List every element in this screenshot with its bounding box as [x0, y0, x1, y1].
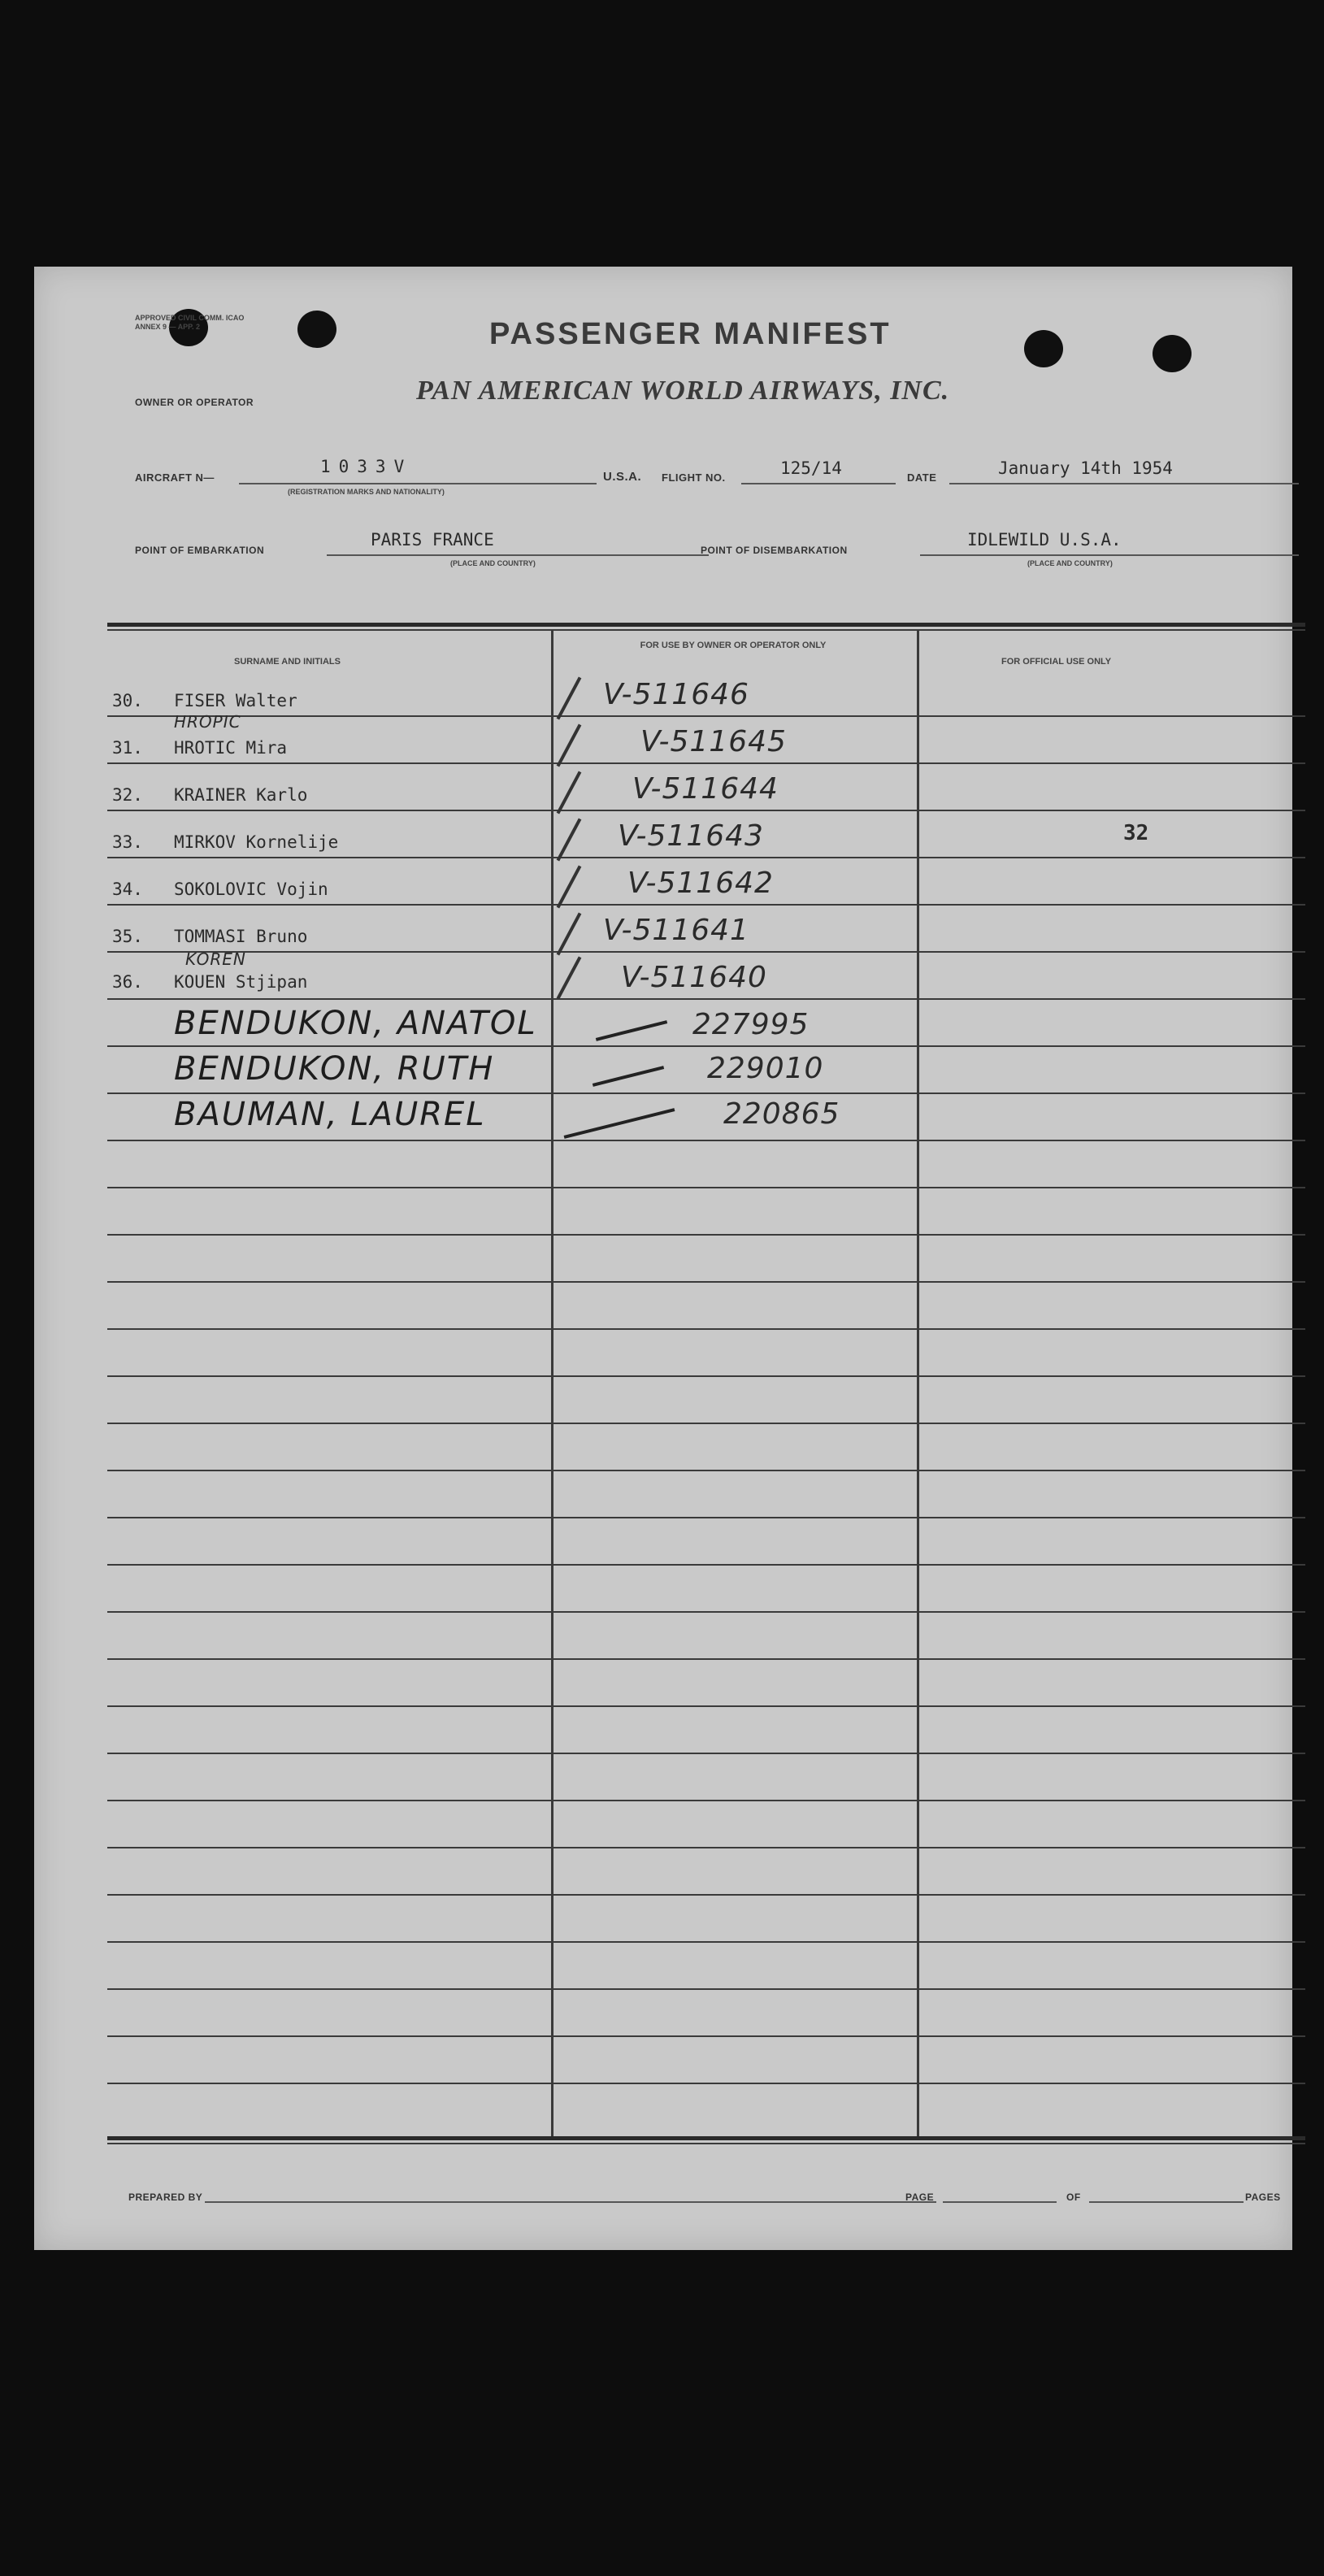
table-rule-line — [107, 1375, 1305, 1377]
table-row-note: V-511643 — [618, 819, 764, 853]
table-row-note: V-511641 — [603, 914, 749, 947]
date-label: DATE — [907, 471, 937, 484]
table-rule-line — [107, 951, 1305, 953]
prepared-by-label: PREPARED BY — [128, 2192, 203, 2203]
table-row-name: MIRKOV Kornelije — [174, 832, 339, 852]
country-label: U.S.A. — [603, 470, 642, 484]
embark-label: POINT OF EMBARKATION — [135, 545, 265, 556]
table-rule-line — [107, 762, 1305, 764]
table-row-note: V-511642 — [627, 867, 774, 900]
table-rule-line — [107, 810, 1305, 811]
embark-value: PARIS FRANCE — [371, 530, 494, 550]
approval-note: APPROVED CIVIL COMM. ICAO ANNEX 9 — APP. 2 — [135, 314, 245, 331]
table-row-name: KRAINER Karlo — [174, 785, 308, 805]
handwritten-note: 220865 — [723, 1097, 840, 1131]
punch-hole — [1153, 335, 1192, 372]
column-header-owner-use: FOR USE BY OWNER OR OPERATOR ONLY — [640, 641, 827, 650]
aircraft-value: 1033V — [320, 457, 413, 476]
page-title: PASSENGER MANIFEST — [489, 317, 892, 351]
disembark-value: IDLEWILD U.S.A. — [967, 530, 1122, 550]
table-rule-line — [107, 1328, 1305, 1330]
table-rule-line — [107, 715, 1305, 717]
handwritten-note: 229010 — [707, 1052, 824, 1085]
embark-caption: (PLACE AND COUNTRY) — [450, 559, 536, 567]
handwritten-name: BENDUKON, ANATOL — [174, 1005, 537, 1042]
table-row-num: 31. — [112, 738, 143, 758]
punch-hole — [297, 311, 336, 348]
owner-label: OWNER OR OPERATOR — [135, 397, 254, 408]
table-rule-line — [107, 1470, 1305, 1471]
name-correction: KOREN — [185, 949, 246, 969]
manifest-sheet — [34, 267, 1292, 2250]
table-rule-line — [107, 1045, 1305, 1047]
table-rule-line — [107, 1187, 1305, 1188]
flight-label: FLIGHT NO. — [662, 471, 726, 484]
handwritten-note: 227995 — [692, 1008, 810, 1041]
column-header-surname: SURNAME AND INITIALS — [234, 657, 341, 667]
owner-value: PAN AMERICAN WORLD AIRWAYS, INC. — [416, 376, 950, 406]
table-rule-line — [107, 1941, 1305, 1943]
table-rule-line — [107, 1658, 1305, 1660]
table-row-num: 34. — [112, 880, 143, 899]
table-rule-line — [107, 1281, 1305, 1283]
table-rule-line — [107, 2083, 1305, 2084]
table-row-note: V-511645 — [640, 725, 787, 758]
table-row-note: V-511646 — [603, 678, 749, 711]
table-row-name: SOKOLOVIC Vojin — [174, 880, 328, 899]
table-rule-line — [107, 1611, 1305, 1613]
table-row-num: 33. — [112, 832, 143, 852]
of-label: OF — [1066, 2192, 1081, 2203]
punch-hole — [1024, 330, 1063, 367]
table-rule-line — [107, 904, 1305, 906]
table-rule-line — [107, 1988, 1305, 1990]
table-row-num: 35. — [112, 927, 143, 946]
table-row-name: TOMMASI Bruno — [174, 927, 308, 946]
table-rule-line — [107, 1140, 1305, 1141]
table-rule-line — [107, 998, 1305, 1000]
table-rule-line — [107, 2035, 1305, 2037]
handwritten-name: BENDUKON, RUTH — [174, 1050, 495, 1088]
table-rule-line — [107, 1234, 1305, 1236]
table-row-num: 36. — [112, 972, 143, 992]
table-row-note: V-511640 — [621, 961, 767, 994]
name-correction: HROPIC — [174, 712, 241, 732]
table-rule-line — [107, 1705, 1305, 1707]
table-rule-line — [107, 1517, 1305, 1518]
table-rule-line — [107, 1093, 1305, 1094]
page-label: PAGE — [905, 2192, 935, 2203]
table-row-name: KOUEN Stjipan — [174, 972, 308, 992]
table-row-name: FISER Walter — [174, 691, 297, 710]
disembark-caption: (PLACE AND COUNTRY) — [1027, 559, 1113, 567]
table-row-num: 30. — [112, 691, 143, 710]
disembark-label: POINT OF DISEMBARKATION — [701, 545, 848, 556]
official-count: 32 — [1123, 821, 1149, 845]
column-header-official-use: FOR OFFICIAL USE ONLY — [1001, 657, 1112, 667]
table-rule-line — [107, 1753, 1305, 1754]
table-row-num: 32. — [112, 785, 143, 805]
pages-label: PAGES — [1245, 2192, 1281, 2203]
table-row-note: V-511644 — [632, 772, 779, 806]
table-rule-line — [107, 1800, 1305, 1801]
table-rule-line — [107, 1423, 1305, 1424]
aircraft-caption: (REGISTRATION MARKS AND NATIONALITY) — [288, 488, 445, 496]
table-rule-line — [107, 1564, 1305, 1566]
table-rule-line — [107, 1847, 1305, 1848]
date-value: January 14th 1954 — [998, 458, 1173, 478]
table-row-name: HROTIC Mira — [174, 738, 288, 758]
aircraft-label: AIRCRAFT N— — [135, 471, 215, 484]
handwritten-name: BAUMAN, LAUREL — [174, 1096, 486, 1133]
flight-value: 125/14 — [780, 458, 842, 478]
table-rule-line — [107, 857, 1305, 858]
table-rule-line — [107, 1894, 1305, 1896]
